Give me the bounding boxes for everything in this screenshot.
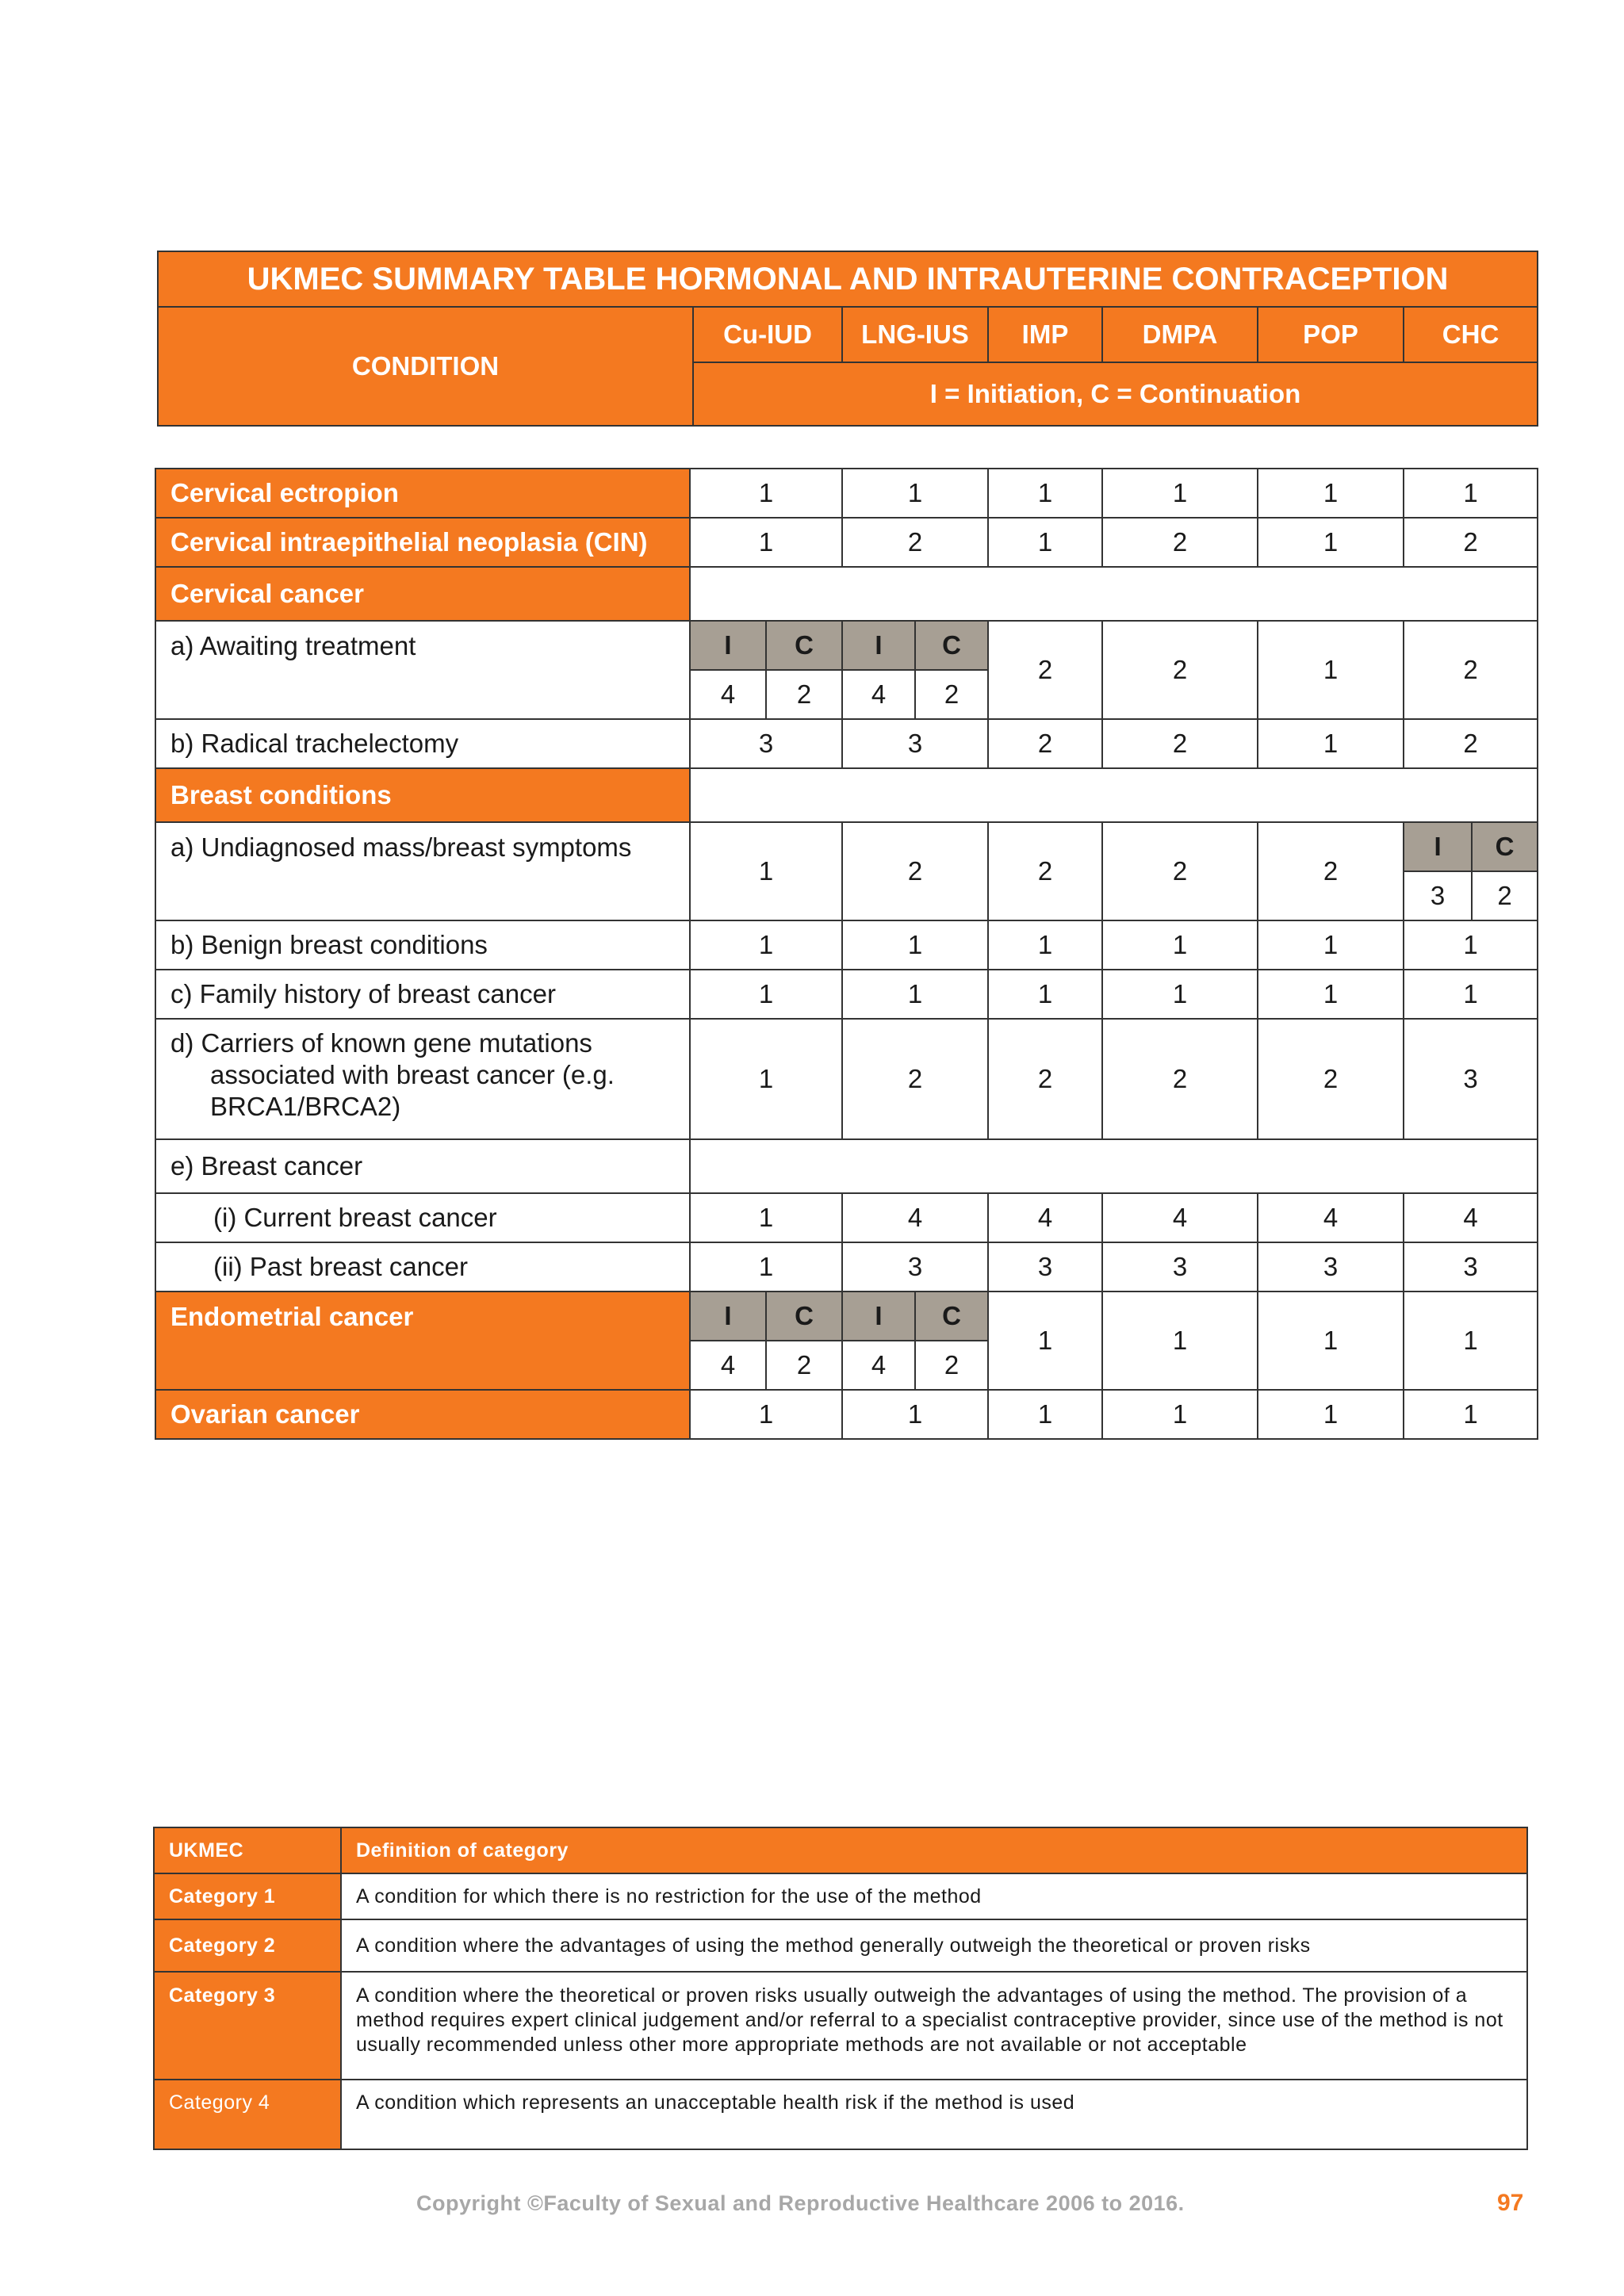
cell-value: 1 [690, 970, 842, 1019]
cell-value: 3 [988, 1242, 1102, 1292]
table-row [155, 1139, 1538, 1193]
row-label-family-history: c) Family history of breast cancer [155, 970, 690, 1019]
row-label-gene-mutations [155, 1019, 690, 1139]
cell-value: 1 [988, 1292, 1102, 1390]
table-row [154, 2080, 1527, 2149]
cell-value: 2 [988, 822, 1102, 920]
cell-value: 1 [1258, 920, 1404, 970]
cell-value: 4 [1258, 1193, 1404, 1242]
blank-cell [690, 567, 1538, 621]
page-number: 97 [1497, 2190, 1524, 2216]
cell-value: 2 [988, 719, 1102, 768]
table-row [154, 1827, 1527, 1873]
table-row [154, 1873, 1527, 1919]
condition-table [155, 468, 1538, 1440]
initiation-header: I [690, 621, 766, 670]
row-label-cervical-ectropion: Cervical ectropion [155, 469, 690, 518]
method-header-pop: POP [1258, 307, 1404, 362]
table-row [155, 1193, 1538, 1242]
cell-value: 3 [1102, 1242, 1258, 1292]
cell-value: 1 [988, 1390, 1102, 1439]
cell-value: 2 [1404, 621, 1538, 719]
table-row [155, 970, 1538, 1019]
section-label-breast-conditions: Breast conditions [155, 768, 690, 822]
continuation-header: C [766, 621, 842, 670]
cell-value: 4 [690, 670, 766, 719]
row-label-past-breast-cancer: (ii) Past breast cancer [155, 1242, 690, 1292]
category-definition: A condition for which there is no restriction for the use of the method [341, 1873, 1527, 1919]
table-row [155, 920, 1538, 970]
cell-value: 2 [1102, 621, 1258, 719]
cell-value: 1 [1404, 1390, 1538, 1439]
cell-value: 3 [1258, 1242, 1404, 1292]
table-row [155, 518, 1538, 567]
continuation-header: C [915, 621, 988, 670]
method-header-lng-ius: LNG-IUS [842, 307, 988, 362]
category-definition: A condition where the theoretical or proven risks usually outweigh the advantages of using the method. The provision of a method requires expert clinical judgement and/or referral to a specialist contraceptive provider, since use of the method is not usually recommended unless other more appropriate methods are not available or not acceptable [341, 1972, 1527, 2080]
initiation-continuation-legend: I = Initiation, C = Continuation [693, 362, 1538, 426]
category-label: Category 4 [154, 2080, 341, 2149]
initiation-header: I [1404, 822, 1472, 871]
cell-value: 2 [842, 1019, 988, 1139]
cell-value: 4 [1404, 1193, 1538, 1242]
cell-value: 2 [988, 621, 1102, 719]
section-label-cervical-cancer: Cervical cancer [155, 567, 690, 621]
cell-value: 2 [1102, 518, 1258, 567]
cell-value: 1 [1102, 1390, 1258, 1439]
row-label-current-breast-cancer: (i) Current breast cancer [155, 1193, 690, 1242]
cell-value: 3 [690, 719, 842, 768]
continuation-header: C [766, 1292, 842, 1341]
cell-value: 1 [1102, 1292, 1258, 1390]
row-label-radical-trachelectomy: b) Radical trachelectomy [155, 719, 690, 768]
cell-value: 4 [988, 1193, 1102, 1242]
initiation-header: I [842, 621, 915, 670]
cell-value: 2 [1102, 719, 1258, 768]
cell-value: 2 [1102, 1019, 1258, 1139]
cell-value: 2 [1258, 822, 1404, 920]
cell-value: 1 [1404, 1292, 1538, 1390]
cell-value: 1 [1258, 469, 1404, 518]
cell-value: 4 [842, 1193, 988, 1242]
cell-value: 2 [1472, 871, 1538, 920]
cell-value: 2 [1404, 719, 1538, 768]
cell-value: 1 [1102, 970, 1258, 1019]
cell-value: 1 [988, 920, 1102, 970]
cell-value: 2 [766, 1341, 842, 1390]
category-label: Category 3 [154, 1972, 341, 2080]
row-label-cin: Cervical intraepithelial neoplasia (CIN) [155, 518, 690, 567]
cell-value: 2 [1102, 822, 1258, 920]
blank-cell [690, 768, 1538, 822]
definitions-header-definition: Definition of category [341, 1827, 1527, 1873]
cell-value: 1 [690, 1242, 842, 1292]
category-definition: A condition where the advantages of using the method generally outweigh the theoretical or proven risks [341, 1919, 1527, 1972]
cell-value: 1 [1258, 970, 1404, 1019]
method-header-cu-iud: Cu-IUD [693, 307, 842, 362]
category-definition: A condition which represents an unacceptable health risk if the method is used [341, 2080, 1527, 2149]
table-row [155, 719, 1538, 768]
cell-value: 4 [1102, 1193, 1258, 1242]
cell-value: 2 [915, 670, 988, 719]
cell-value: 1 [842, 920, 988, 970]
cell-value: 1 [1258, 1292, 1404, 1390]
method-header-imp: IMP [988, 307, 1102, 362]
row-label-awaiting-treatment: a) Awaiting treatment [155, 621, 690, 719]
row-label-breast-cancer: e) Breast cancer [155, 1139, 690, 1193]
table-row [155, 1292, 1538, 1341]
cell-value: 4 [690, 1341, 766, 1390]
cell-value: 3 [1404, 1242, 1538, 1292]
cell-value: 1 [1102, 469, 1258, 518]
category-label: Category 1 [154, 1873, 341, 1919]
cell-value: 1 [1258, 719, 1404, 768]
cell-value: 1 [1404, 970, 1538, 1019]
row-label-text: d) Carriers of known gene mutations associated with breast cancer (e.g. BRCA1/BRCA2) [170, 1028, 615, 1121]
cell-value: 1 [690, 822, 842, 920]
cell-value: 4 [842, 1341, 915, 1390]
cell-value: 1 [690, 1193, 842, 1242]
cell-value: 1 [1404, 469, 1538, 518]
definitions-header-ukmec: UKMEC [154, 1827, 341, 1873]
category-definitions-table [153, 1827, 1528, 2150]
cell-value: 1 [690, 518, 842, 567]
cell-value: 4 [842, 670, 915, 719]
initiation-header: I [690, 1292, 766, 1341]
method-header-chc: CHC [1404, 307, 1538, 362]
table-row [155, 1242, 1538, 1292]
table-row [155, 822, 1538, 871]
cell-value: 2 [1404, 518, 1538, 567]
category-label: Category 2 [154, 1919, 341, 1972]
row-label-benign-breast: b) Benign breast conditions [155, 920, 690, 970]
blank-cell [690, 1139, 1538, 1193]
table-row [155, 1390, 1538, 1439]
cell-value: 1 [690, 920, 842, 970]
table-row [155, 469, 1538, 518]
cell-value: 2 [1258, 1019, 1404, 1139]
table-row [155, 1019, 1538, 1139]
table-row [155, 567, 1538, 621]
cell-value: 2 [988, 1019, 1102, 1139]
cell-value: 1 [1258, 518, 1404, 567]
cell-value: 2 [842, 518, 988, 567]
cell-value: 2 [915, 1341, 988, 1390]
cell-value: 1 [1102, 920, 1258, 970]
continuation-header: C [1472, 822, 1538, 871]
cell-value: 3 [842, 1242, 988, 1292]
cell-value: 1 [1404, 920, 1538, 970]
cell-value: 1 [1258, 1390, 1404, 1439]
cell-value: 1 [988, 518, 1102, 567]
cell-value: 1 [842, 1390, 988, 1439]
row-label-ovarian-cancer: Ovarian cancer [155, 1390, 690, 1439]
table-row [155, 621, 1538, 670]
cell-value: 1 [690, 1390, 842, 1439]
table-title: UKMEC SUMMARY TABLE HORMONAL AND INTRAUTERINE CONTRACEPTION [158, 251, 1538, 307]
cell-value: 1 [842, 469, 988, 518]
summary-table-header [157, 251, 1538, 427]
cell-value: 1 [842, 970, 988, 1019]
cell-value: 1 [1258, 621, 1404, 719]
cell-value: 2 [766, 670, 842, 719]
row-label-undiagnosed-mass: a) Undiagnosed mass/breast symptoms [155, 822, 690, 920]
cell-value: 2 [842, 822, 988, 920]
initiation-header: I [842, 1292, 915, 1341]
cell-value: 3 [1404, 1019, 1538, 1139]
cell-value: 3 [842, 719, 988, 768]
table-row [155, 768, 1538, 822]
condition-header: CONDITION [158, 307, 693, 426]
copyright-footer: Copyright ©Faculty of Sexual and Reproductive Healthcare 2006 to 2016. [416, 2191, 1185, 2215]
cell-value: 1 [988, 970, 1102, 1019]
cell-value: 3 [1404, 871, 1472, 920]
table-row [154, 1919, 1527, 1972]
table-row [154, 1972, 1527, 2080]
method-header-dmpa: DMPA [1102, 307, 1258, 362]
cell-value: 1 [690, 1019, 842, 1139]
row-label-endometrial-cancer: Endometrial cancer [155, 1292, 690, 1390]
cell-value: 1 [988, 469, 1102, 518]
cell-value: 1 [690, 469, 842, 518]
continuation-header: C [915, 1292, 988, 1341]
